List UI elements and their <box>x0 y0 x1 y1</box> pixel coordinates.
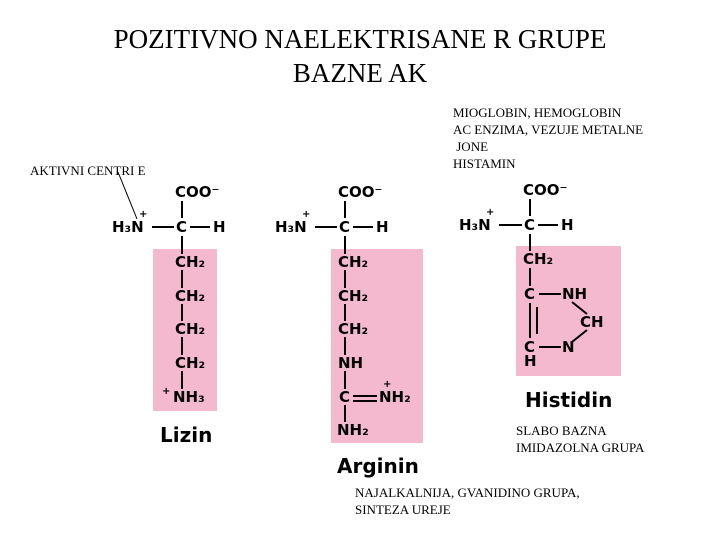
histidine-ring-n: N <box>562 338 575 356</box>
histidine-ring-carbon: C <box>524 338 536 356</box>
histidine-ch2: CH₂ <box>523 250 554 268</box>
lysine-terminal-amino: NH₃ <box>173 388 205 406</box>
note-line: IMIDAZOLNA GRUPA <box>516 440 645 455</box>
arginine-chain-group: CH₂ <box>338 253 369 271</box>
title-line-1: POZITIVNO NAELEKTRISANE R GRUPE <box>113 24 607 54</box>
lysine-alpha-hydrogen: H <box>213 218 226 236</box>
histidine-alpha-carbon: C <box>524 216 536 234</box>
arginine-chain-group: CH₂ <box>338 320 369 338</box>
note-line: SINTEZA UREJE <box>355 502 451 517</box>
arginine-name: Arginin <box>337 454 419 478</box>
histidine-ring-carbon: C <box>524 285 536 303</box>
histidine-ring-ch: CH <box>580 313 604 331</box>
plus-charge-icon: + <box>139 209 148 220</box>
histidine-alpha-hydrogen: H <box>561 216 574 234</box>
lysine-chain-group: CH₂ <box>175 287 206 305</box>
note-line: AC ENZIMA, VEZUJE METALNE <box>453 122 644 137</box>
arginine-side-amino: NH₂ <box>379 388 411 406</box>
arginine-guanidino-carbon: C <box>339 388 351 406</box>
arginine-terminal-amino: NH₂ <box>337 421 369 439</box>
arginine-chain-group: CH₂ <box>338 287 369 305</box>
lysine-carboxyl: COO⁻ <box>175 183 220 201</box>
arginine-alpha-carbon: C <box>339 218 351 236</box>
lysine-chain-group: CH₂ <box>175 320 206 338</box>
lysine-chain-group: CH₂ <box>175 253 206 271</box>
note-line: MIOGLOBIN, HEMOGLOBIN <box>453 105 622 120</box>
histidine-ring-hydrogen: H <box>524 352 537 370</box>
lysine-name: Lizin <box>160 423 213 447</box>
plus-charge-icon: + <box>486 207 495 218</box>
arginine-amino-group: H₃N <box>275 218 307 236</box>
histidine-ring-nh: NH <box>562 285 588 303</box>
arginine-alpha-hydrogen: H <box>376 218 389 236</box>
plus-charge-icon: + <box>162 386 171 397</box>
title-line-2: BAZNE AK <box>292 58 428 88</box>
arginine-chain-group: NH <box>338 354 364 372</box>
plus-charge-icon: + <box>302 209 311 220</box>
histidine-amino-group: H₃N <box>459 216 491 234</box>
note-line: SLABO BAZNA <box>516 423 607 438</box>
plus-charge-icon: + <box>383 379 392 390</box>
note-line: JONE <box>453 139 489 154</box>
note-line: NAJALKALNIJA, GVANIDINO GRUPA, <box>355 485 580 500</box>
histidine-carboxyl: COO⁻ <box>523 181 568 199</box>
histidine-name: Histidin <box>525 388 613 412</box>
active-centers-label: AKTIVNI CENTRI E <box>30 163 146 178</box>
lysine-alpha-carbon: C <box>176 218 188 236</box>
lysine-chain-group: CH₂ <box>175 354 206 372</box>
arginine-carboxyl: COO⁻ <box>338 183 383 201</box>
note-line: HISTAMIN <box>453 156 516 171</box>
lysine-amino-group: H₃N <box>112 218 144 236</box>
